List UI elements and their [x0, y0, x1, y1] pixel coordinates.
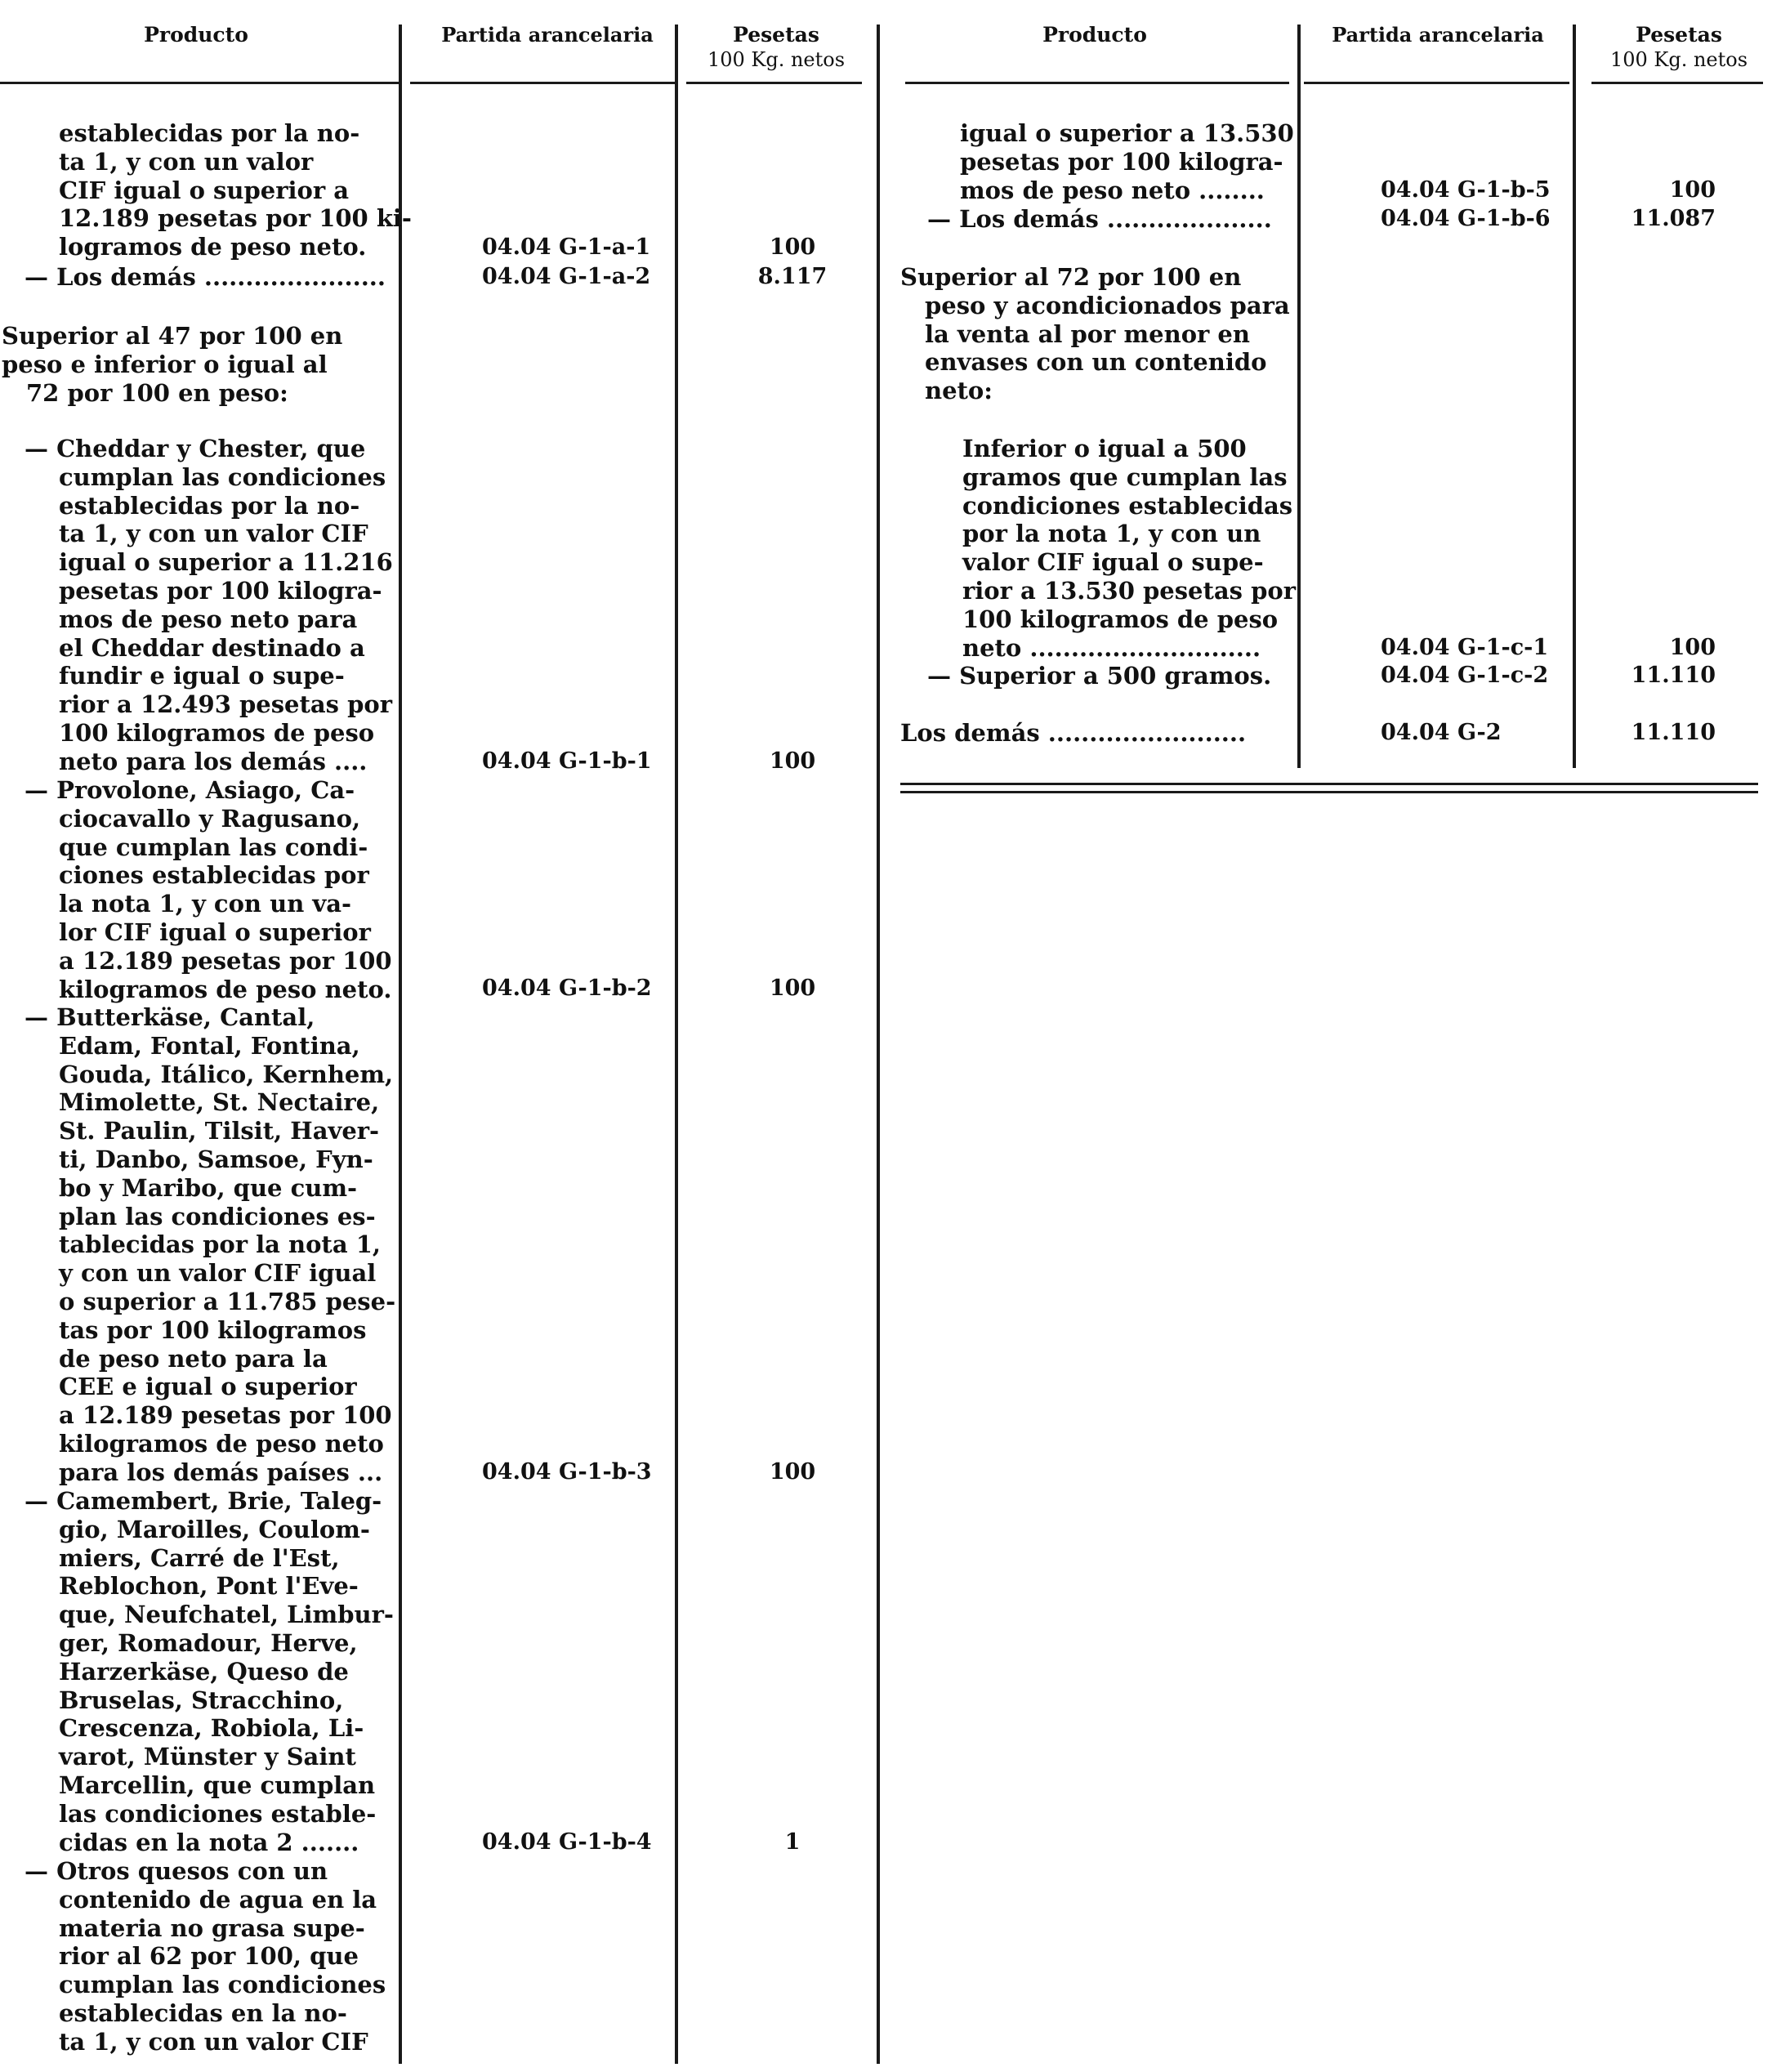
column-divider — [675, 25, 678, 2064]
text-line: o superior a 11.785 pese- — [59, 1287, 396, 1315]
text-line: Superior al 72 por 100 en — [900, 263, 1242, 291]
text-line: por la nota 1, y con un — [962, 520, 1261, 548]
product-text-demas1: — Los demás ...................... — [25, 263, 386, 291]
text-line: establecidas por la no- — [59, 119, 360, 147]
column-divider — [399, 25, 402, 2064]
table-end-rule — [900, 791, 1758, 793]
text-line: Harzerkäse, Queso de — [59, 1657, 349, 1686]
text-line: la venta al por menor en — [925, 319, 1250, 348]
product-text-sup500: — Superior a 500 gramos. — [927, 662, 1272, 690]
text-line: cumplan las condiciones — [59, 462, 386, 491]
text-line: lor CIF igual o superior — [59, 918, 371, 946]
text-line: Superior al 47 por 100 en — [2, 322, 343, 350]
product-text-cheddar — [25, 435, 393, 776]
text-line: las condiciones estable- — [59, 1799, 377, 1828]
text-line: kilogramos de peso neto. — [59, 975, 392, 1003]
value: 100 — [769, 976, 816, 1001]
value: 100 — [769, 748, 816, 774]
text-line: mos de peso neto para — [59, 605, 358, 633]
value: 8.117 — [757, 264, 828, 289]
text-line: Edam, Fontal, Fontina, — [59, 1031, 360, 1060]
text-line: ta 1, y con un valor CIF — [59, 2027, 368, 2056]
product-text-block1 — [59, 119, 412, 261]
text-line: valor CIF igual o supe- — [962, 548, 1264, 577]
text-line: — Otros quesos con un — [25, 1857, 328, 1885]
product-text-otros — [25, 1857, 386, 2056]
header-pesetas-left — [682, 23, 870, 72]
column-divider — [877, 25, 880, 2064]
text-line: que, Neufchatel, Limbur- — [59, 1601, 394, 1629]
text-line: rior a 13.530 pesetas por — [962, 576, 1296, 605]
text-line: Marcellin, que cumplan — [59, 1771, 376, 1799]
text-line: — Camembert, Brie, Taleg- — [25, 1487, 382, 1515]
text-line: de peso neto para la — [59, 1344, 328, 1373]
text-line: Reblochon, Pont l'Eve- — [59, 1572, 359, 1601]
column-divider — [1573, 25, 1576, 768]
tariff-code: 04.04 G-1-b-6 — [1381, 206, 1551, 231]
product-text-demas2: — Los demás .................... — [927, 205, 1272, 233]
value: 100 — [1669, 635, 1716, 660]
column-divider — [1297, 25, 1301, 768]
header-partida-right: Partida arancelaria — [1332, 23, 1544, 47]
text-line: — Cheddar y Chester, que — [25, 435, 366, 462]
text-line: gio, Maroilles, Coulom- — [59, 1515, 370, 1543]
header-pesetas-label: Pesetas — [733, 23, 819, 47]
text-line: miers, Carré de l'Est, — [59, 1543, 340, 1572]
text-line: pesetas por 100 kilogra- — [59, 576, 382, 605]
text-line: neto ............................ — [962, 633, 1261, 662]
text-line: el Cheddar destinado a — [59, 633, 365, 662]
header-producto-right: Producto — [1042, 23, 1147, 47]
text-line: y con un valor CIF igual — [59, 1259, 377, 1288]
text-line: plan las condiciones es- — [59, 1202, 376, 1230]
tariff-code: 04.04 G-1-b-2 — [482, 976, 652, 1001]
text-line: Inferior o igual a 500 — [962, 435, 1247, 462]
product-text-inferior — [962, 435, 1296, 662]
header-producto-left: Producto — [144, 23, 248, 47]
text-line: a 12.189 pesetas por 100 — [59, 1401, 392, 1430]
tariff-code: 04.04 G-1-c-2 — [1381, 663, 1549, 688]
header-kg-label: 100 Kg. netos — [707, 48, 846, 71]
text-line: ti, Danbo, Samsoe, Fyn- — [59, 1145, 373, 1173]
text-line: 100 kilogramos de peso — [59, 718, 375, 747]
text-line: establecidas en la no- — [59, 1998, 347, 2027]
text-line: fundir e igual o supe- — [59, 662, 345, 690]
value: 100 — [769, 234, 816, 260]
text-line: ta 1, y con un valor CIF — [59, 520, 368, 548]
text-line: Gouda, Itálico, Kernhem, — [59, 1060, 394, 1088]
text-line: 12.189 pesetas por 100 ki- — [59, 204, 412, 233]
value: 100 — [1669, 177, 1716, 203]
value: 100 — [769, 1459, 816, 1485]
tariff-code: 04.04 G-1-b-1 — [482, 748, 652, 774]
text-line: — Butterkäse, Cantal, — [25, 1003, 315, 1031]
text-line: igual o superior a 13.530 — [960, 119, 1294, 147]
value: 11.087 — [1631, 206, 1716, 231]
tariff-code: 04.04 G-2 — [1381, 720, 1502, 745]
product-text-losdemas: Los demás ........................ — [900, 719, 1247, 747]
text-line: neto para los demás .... — [59, 747, 368, 775]
text-line: ger, Romadour, Herve, — [59, 1628, 358, 1657]
value: 11.110 — [1631, 663, 1716, 688]
header-rule — [0, 82, 399, 84]
product-text-provolone — [25, 776, 392, 1003]
tariff-code: 04.04 G-1-a-2 — [482, 264, 651, 289]
tariff-code: 04.04 G-1-b-3 — [482, 1459, 652, 1485]
header-rule — [686, 82, 862, 84]
text-line: CEE e igual o superior — [59, 1373, 357, 1401]
header-kg-label: 100 Kg. netos — [1609, 48, 1748, 71]
text-line: Crescenza, Robiola, Li- — [59, 1714, 364, 1743]
text-line: CIF igual o superior a — [59, 176, 349, 204]
product-heading-sup72 — [900, 263, 1290, 405]
text-line: establecidas por la no- — [59, 491, 360, 520]
text-line: Mimolette, St. Nectaire, — [59, 1088, 380, 1117]
text-line: ciocavallo y Ragusano, — [59, 804, 361, 833]
tariff-code: 04.04 G-1-a-1 — [482, 234, 651, 260]
text-line: peso e inferior o igual al — [2, 350, 328, 378]
text-line: rior a 12.493 pesetas por — [59, 690, 392, 719]
text-line: peso y acondicionados para — [925, 291, 1290, 319]
text-line: Bruselas, Stracchino, — [59, 1686, 344, 1714]
text-line: igual o superior a 11.216 — [59, 548, 393, 577]
header-rule — [905, 82, 1289, 84]
text-line: bo y Maribo, que cum- — [59, 1173, 358, 1202]
product-text-butterkase — [25, 1003, 395, 1487]
header-pesetas-right — [1585, 23, 1773, 72]
tariff-code: 04.04 G-1-b-4 — [482, 1829, 652, 1855]
text-line: a 12.189 pesetas por 100 — [59, 946, 392, 975]
text-line: 100 kilogramos de peso — [962, 605, 1279, 633]
text-line: contenido de agua en la — [59, 1885, 377, 1913]
text-line: ta 1, y con un valor — [59, 147, 314, 176]
header-rule — [410, 82, 676, 84]
text-line: la nota 1, y con un va- — [59, 890, 352, 918]
product-heading-sup47 — [2, 322, 342, 407]
text-line: tablecidas por la nota 1, — [59, 1230, 381, 1259]
header-rule — [1304, 82, 1569, 84]
text-line: ciones establecidas por — [59, 861, 369, 890]
header-rule — [1591, 82, 1763, 84]
text-line: materia no grasa supe- — [59, 1913, 365, 1942]
text-line: neto: — [925, 377, 993, 405]
text-line: varot, Münster y Saint — [59, 1743, 356, 1771]
tariff-code: 04.04 G-1-b-5 — [1381, 177, 1551, 203]
text-line: que cumplan las condi- — [59, 833, 368, 861]
value: 11.110 — [1631, 720, 1716, 745]
product-text-igual — [960, 119, 1294, 204]
text-line: tas por 100 kilogramos — [59, 1315, 367, 1344]
text-line: mos de peso neto ........ — [960, 176, 1265, 204]
text-line: logramos de peso neto. — [59, 233, 367, 261]
text-line: kilogramos de peso neto — [59, 1429, 384, 1458]
table-end-rule — [900, 783, 1758, 785]
text-line: — Provolone, Asiago, Ca- — [25, 776, 355, 804]
text-line: St. Paulin, Tilsit, Haver- — [59, 1117, 380, 1145]
text-line: pesetas por 100 kilogra- — [960, 147, 1283, 176]
value: 1 — [784, 1829, 801, 1855]
text-line: condiciones establecidas — [962, 491, 1293, 520]
text-line: envases con un contenido — [925, 348, 1267, 377]
header-pesetas-label: Pesetas — [1636, 23, 1722, 47]
product-text-camembert — [25, 1487, 394, 1856]
header-partida-left: Partida arancelaria — [441, 23, 654, 47]
tariff-code: 04.04 G-1-c-1 — [1381, 635, 1549, 660]
text-line: gramos que cumplan las — [962, 462, 1288, 491]
text-line: para los demás países ... — [59, 1458, 383, 1486]
text-line: rior al 62 por 100, que — [59, 1942, 359, 1971]
text-line: cidas en la nota 2 ....... — [59, 1828, 359, 1856]
text-line: cumplan las condiciones — [59, 1971, 386, 1999]
text-line: 72 por 100 en peso: — [26, 378, 288, 407]
